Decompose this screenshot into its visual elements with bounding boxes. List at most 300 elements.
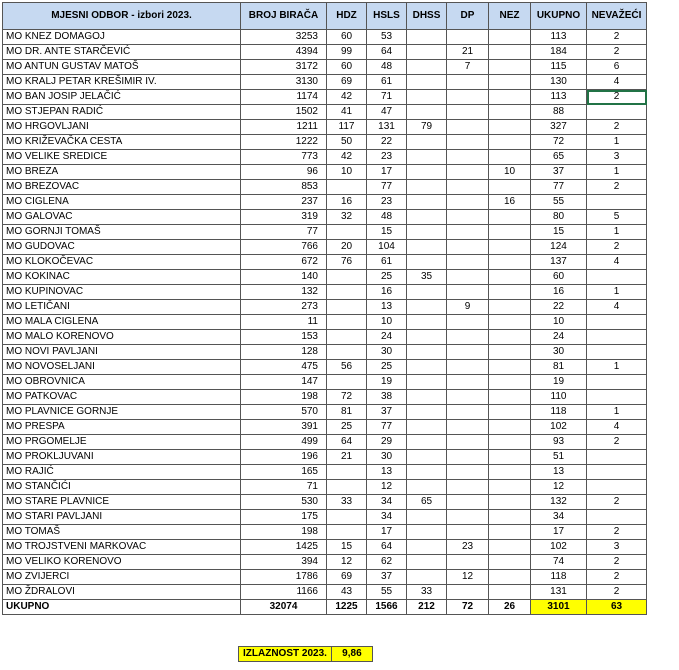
cell-nez[interactable] — [489, 285, 531, 300]
cell-hsls[interactable]: 53 — [367, 30, 407, 45]
cell-dp[interactable] — [447, 450, 489, 465]
cell-hdz[interactable]: 21 — [327, 450, 367, 465]
cell-nez[interactable] — [489, 360, 531, 375]
cell-biraci[interactable]: 77 — [241, 225, 327, 240]
cell-dp[interactable] — [447, 585, 489, 600]
cell-nevazeci[interactable]: 2 — [587, 570, 647, 585]
cell-dp[interactable]: 7 — [447, 60, 489, 75]
cell-dhss[interactable]: 65 — [407, 495, 447, 510]
cell-odbor[interactable]: MO HRGOVLJANI — [3, 120, 241, 135]
cell-hdz[interactable]: 99 — [327, 45, 367, 60]
cell-ukupno[interactable]: 131 — [531, 585, 587, 600]
cell-ukupno[interactable]: 93 — [531, 435, 587, 450]
cell-hsls[interactable]: 48 — [367, 210, 407, 225]
cell-hdz[interactable]: 64 — [327, 435, 367, 450]
cell-dhss[interactable] — [407, 390, 447, 405]
cell-dhss[interactable]: 79 — [407, 120, 447, 135]
cell-dhss[interactable] — [407, 285, 447, 300]
cell-hsls[interactable]: 61 — [367, 255, 407, 270]
cell-odbor[interactable]: MO RAJIĆ — [3, 465, 241, 480]
cell-ukupno[interactable]: 102 — [531, 420, 587, 435]
cell-ukupno[interactable]: 88 — [531, 105, 587, 120]
cell-biraci[interactable]: 196 — [241, 450, 327, 465]
total-biraci-cell[interactable]: 32074 — [241, 600, 327, 615]
cell-ukupno[interactable]: 16 — [531, 285, 587, 300]
cell-odbor[interactable]: MO NOVOSELJANI — [3, 360, 241, 375]
cell-nevazeci[interactable]: 1 — [587, 360, 647, 375]
cell-ukupno[interactable]: 55 — [531, 195, 587, 210]
cell-dp[interactable] — [447, 105, 489, 120]
cell-biraci[interactable]: 1211 — [241, 120, 327, 135]
header-cell-nevazeci[interactable]: NEVAŽEĆI — [587, 3, 647, 30]
cell-hsls[interactable]: 30 — [367, 345, 407, 360]
cell-hdz[interactable]: 81 — [327, 405, 367, 420]
cell-ukupno[interactable]: 22 — [531, 300, 587, 315]
cell-odbor[interactable]: MO ANTUN GUSTAV MATOŠ — [3, 60, 241, 75]
cell-dp[interactable] — [447, 375, 489, 390]
cell-odbor[interactable]: MO STARE PLAVNICE — [3, 495, 241, 510]
cell-dp[interactable] — [447, 330, 489, 345]
cell-nez[interactable] — [489, 435, 531, 450]
cell-ukupno[interactable]: 19 — [531, 375, 587, 390]
cell-nevazeci[interactable] — [587, 390, 647, 405]
cell-hdz[interactable]: 10 — [327, 165, 367, 180]
cell-odbor[interactable]: MO PLAVNICE GORNJE — [3, 405, 241, 420]
cell-hdz[interactable]: 42 — [327, 90, 367, 105]
cell-nevazeci[interactable] — [587, 375, 647, 390]
cell-odbor[interactable]: MO LETIČANI — [3, 300, 241, 315]
turnout-value-cell[interactable]: 9,86 — [331, 647, 372, 662]
cell-dhss[interactable] — [407, 90, 447, 105]
header-cell-hdz[interactable]: HDZ — [327, 3, 367, 30]
cell-odbor[interactable]: MO GALOVAC — [3, 210, 241, 225]
cell-hsls[interactable]: 55 — [367, 585, 407, 600]
cell-dp[interactable] — [447, 165, 489, 180]
cell-dp[interactable] — [447, 150, 489, 165]
cell-odbor[interactable]: MO PRGOMELJE — [3, 435, 241, 450]
cell-dp[interactable] — [447, 135, 489, 150]
cell-dhss[interactable]: 33 — [407, 585, 447, 600]
cell-odbor[interactable]: MO STARI PAVLJANI — [3, 510, 241, 525]
cell-nez[interactable] — [489, 240, 531, 255]
cell-dhss[interactable] — [407, 435, 447, 450]
cell-hdz[interactable]: 15 — [327, 540, 367, 555]
header-cell-ukupno[interactable]: UKUPNO — [531, 3, 587, 30]
cell-nez[interactable] — [489, 585, 531, 600]
cell-dhss[interactable] — [407, 30, 447, 45]
cell-hsls[interactable]: 47 — [367, 105, 407, 120]
cell-dp[interactable] — [447, 435, 489, 450]
cell-hdz[interactable]: 42 — [327, 150, 367, 165]
cell-dhss[interactable] — [407, 570, 447, 585]
cell-nevazeci[interactable]: 2 — [587, 240, 647, 255]
cell-ukupno[interactable]: 130 — [531, 75, 587, 90]
cell-hsls[interactable]: 13 — [367, 465, 407, 480]
cell-nevazeci[interactable]: 1 — [587, 165, 647, 180]
cell-nez[interactable] — [489, 390, 531, 405]
cell-odbor[interactable]: MO TOMAŠ — [3, 525, 241, 540]
cell-biraci[interactable]: 499 — [241, 435, 327, 450]
cell-hdz[interactable]: 33 — [327, 495, 367, 510]
cell-odbor[interactable]: MO NOVI PAVLJANI — [3, 345, 241, 360]
cell-dp[interactable] — [447, 525, 489, 540]
cell-hdz[interactable] — [327, 225, 367, 240]
cell-nez[interactable] — [489, 45, 531, 60]
cell-nevazeci[interactable]: 4 — [587, 255, 647, 270]
cell-hsls[interactable]: 23 — [367, 195, 407, 210]
cell-hsls[interactable]: 13 — [367, 300, 407, 315]
cell-hsls[interactable]: 17 — [367, 525, 407, 540]
cell-biraci[interactable]: 3172 — [241, 60, 327, 75]
cell-odbor[interactable]: MO BAN JOSIP JELAČIĆ — [3, 90, 241, 105]
cell-nevazeci[interactable]: 4 — [587, 300, 647, 315]
total-label-cell[interactable]: UKUPNO — [3, 600, 241, 615]
cell-nez[interactable] — [489, 120, 531, 135]
cell-nez[interactable] — [489, 420, 531, 435]
cell-odbor[interactable]: MO STJEPAN RADIĆ — [3, 105, 241, 120]
cell-ukupno[interactable]: 37 — [531, 165, 587, 180]
cell-hsls[interactable]: 77 — [367, 180, 407, 195]
cell-odbor[interactable]: MO GUDOVAC — [3, 240, 241, 255]
cell-nevazeci[interactable]: 3 — [587, 540, 647, 555]
cell-biraci[interactable]: 773 — [241, 150, 327, 165]
cell-dp[interactable] — [447, 75, 489, 90]
cell-odbor[interactable]: MO STANČIĆI — [3, 480, 241, 495]
cell-dhss[interactable] — [407, 210, 447, 225]
cell-ukupno[interactable]: 132 — [531, 495, 587, 510]
cell-hsls[interactable]: 24 — [367, 330, 407, 345]
total-dhss-cell[interactable]: 212 — [407, 600, 447, 615]
cell-hsls[interactable]: 22 — [367, 135, 407, 150]
cell-hdz[interactable]: 69 — [327, 75, 367, 90]
cell-biraci[interactable]: 1502 — [241, 105, 327, 120]
cell-nez[interactable] — [489, 135, 531, 150]
cell-dp[interactable] — [447, 360, 489, 375]
cell-biraci[interactable]: 1222 — [241, 135, 327, 150]
cell-nevazeci[interactable]: 1 — [587, 135, 647, 150]
cell-dhss[interactable] — [407, 195, 447, 210]
cell-dp[interactable] — [447, 225, 489, 240]
cell-nez[interactable] — [489, 270, 531, 285]
cell-biraci[interactable]: 153 — [241, 330, 327, 345]
cell-hsls[interactable]: 16 — [367, 285, 407, 300]
cell-biraci[interactable]: 475 — [241, 360, 327, 375]
cell-biraci[interactable]: 672 — [241, 255, 327, 270]
cell-odbor[interactable]: MO CIGLENA — [3, 195, 241, 210]
cell-biraci[interactable]: 1786 — [241, 570, 327, 585]
cell-hdz[interactable]: 25 — [327, 420, 367, 435]
total-nevazeci-cell[interactable]: 63 — [587, 600, 647, 615]
cell-dp[interactable] — [447, 120, 489, 135]
total-dp-cell[interactable]: 72 — [447, 600, 489, 615]
cell-hdz[interactable]: 20 — [327, 240, 367, 255]
cell-hsls[interactable]: 131 — [367, 120, 407, 135]
cell-ukupno[interactable]: 60 — [531, 270, 587, 285]
cell-nez[interactable]: 10 — [489, 165, 531, 180]
cell-nevazeci[interactable]: 4 — [587, 420, 647, 435]
cell-biraci[interactable]: 1174 — [241, 90, 327, 105]
header-cell-odbor[interactable]: MJESNI ODBOR - izbori 2023. — [3, 3, 241, 30]
cell-nez[interactable] — [489, 300, 531, 315]
cell-nevazeci[interactable]: 6 — [587, 60, 647, 75]
cell-biraci[interactable]: 3130 — [241, 75, 327, 90]
cell-ukupno[interactable]: 113 — [531, 30, 587, 45]
cell-nevazeci[interactable] — [587, 450, 647, 465]
cell-ukupno[interactable]: 184 — [531, 45, 587, 60]
cell-dhss[interactable] — [407, 300, 447, 315]
cell-odbor[interactable]: MO MALO KORENOVO — [3, 330, 241, 345]
cell-hdz[interactable]: 60 — [327, 30, 367, 45]
cell-ukupno[interactable]: 51 — [531, 450, 587, 465]
header-cell-hsls[interactable]: HSLS — [367, 3, 407, 30]
cell-biraci[interactable]: 391 — [241, 420, 327, 435]
cell-ukupno[interactable]: 118 — [531, 405, 587, 420]
cell-nez[interactable] — [489, 570, 531, 585]
cell-ukupno[interactable]: 80 — [531, 210, 587, 225]
cell-dp[interactable] — [447, 30, 489, 45]
cell-ukupno[interactable]: 34 — [531, 510, 587, 525]
cell-hsls[interactable]: 62 — [367, 555, 407, 570]
cell-nez[interactable] — [489, 510, 531, 525]
cell-dp[interactable] — [447, 255, 489, 270]
cell-nevazeci[interactable] — [587, 345, 647, 360]
cell-dp[interactable]: 12 — [447, 570, 489, 585]
cell-nez[interactable] — [489, 75, 531, 90]
cell-dhss[interactable] — [407, 465, 447, 480]
cell-hdz[interactable]: 117 — [327, 120, 367, 135]
cell-nez[interactable] — [489, 60, 531, 75]
cell-hdz[interactable]: 50 — [327, 135, 367, 150]
cell-hdz[interactable]: 60 — [327, 60, 367, 75]
cell-nevazeci[interactable] — [587, 510, 647, 525]
cell-hdz[interactable]: 41 — [327, 105, 367, 120]
cell-odbor[interactable]: MO ZVIJERCI — [3, 570, 241, 585]
cell-dhss[interactable] — [407, 105, 447, 120]
total-nez-cell[interactable]: 26 — [489, 600, 531, 615]
cell-nevazeci[interactable] — [587, 315, 647, 330]
cell-nevazeci[interactable] — [587, 330, 647, 345]
cell-nez[interactable] — [489, 180, 531, 195]
cell-dp[interactable] — [447, 420, 489, 435]
cell-dhss[interactable] — [407, 180, 447, 195]
cell-dhss[interactable] — [407, 135, 447, 150]
cell-odbor[interactable]: MO KOKINAC — [3, 270, 241, 285]
cell-dhss[interactable] — [407, 405, 447, 420]
cell-biraci[interactable]: 1166 — [241, 585, 327, 600]
cell-nevazeci[interactable]: 2 — [587, 495, 647, 510]
cell-nez[interactable]: 16 — [489, 195, 531, 210]
cell-nez[interactable] — [489, 405, 531, 420]
cell-nez[interactable] — [489, 225, 531, 240]
cell-odbor[interactable]: MO DR. ANTE STARČEVIĆ — [3, 45, 241, 60]
cell-dp[interactable] — [447, 240, 489, 255]
cell-hdz[interactable]: 69 — [327, 570, 367, 585]
cell-ukupno[interactable]: 12 — [531, 480, 587, 495]
cell-dhss[interactable] — [407, 345, 447, 360]
cell-nez[interactable] — [489, 330, 531, 345]
cell-nez[interactable] — [489, 90, 531, 105]
cell-hdz[interactable] — [327, 180, 367, 195]
cell-ukupno[interactable]: 15 — [531, 225, 587, 240]
cell-dp[interactable] — [447, 285, 489, 300]
cell-biraci[interactable]: 11 — [241, 315, 327, 330]
cell-odbor[interactable]: MO BREZOVAC — [3, 180, 241, 195]
cell-dp[interactable] — [447, 270, 489, 285]
cell-nevazeci[interactable]: 1 — [587, 405, 647, 420]
cell-ukupno[interactable]: 118 — [531, 570, 587, 585]
cell-hsls[interactable]: 12 — [367, 480, 407, 495]
cell-hdz[interactable] — [327, 300, 367, 315]
cell-ukupno[interactable]: 17 — [531, 525, 587, 540]
cell-ukupno[interactable]: 81 — [531, 360, 587, 375]
cell-dhss[interactable] — [407, 510, 447, 525]
cell-odbor[interactable]: MO PATKOVAC — [3, 390, 241, 405]
cell-hsls[interactable]: 34 — [367, 495, 407, 510]
cell-nez[interactable] — [489, 480, 531, 495]
cell-odbor[interactable]: MO PROKLJUVANI — [3, 450, 241, 465]
cell-biraci[interactable]: 237 — [241, 195, 327, 210]
header-cell-nez[interactable]: NEZ — [489, 3, 531, 30]
cell-ukupno[interactable]: 30 — [531, 345, 587, 360]
cell-dhss[interactable] — [407, 330, 447, 345]
cell-nevazeci[interactable]: 2 — [587, 585, 647, 600]
cell-hsls[interactable]: 25 — [367, 270, 407, 285]
cell-dp[interactable]: 9 — [447, 300, 489, 315]
cell-odbor[interactable]: MO KNEZ DOMAGOJ — [3, 30, 241, 45]
cell-hsls[interactable]: 37 — [367, 405, 407, 420]
cell-odbor[interactable]: MO PRESPA — [3, 420, 241, 435]
cell-hdz[interactable]: 43 — [327, 585, 367, 600]
cell-hdz[interactable]: 76 — [327, 255, 367, 270]
total-hdz-cell[interactable]: 1225 — [327, 600, 367, 615]
cell-hdz[interactable]: 56 — [327, 360, 367, 375]
cell-nez[interactable] — [489, 210, 531, 225]
cell-nevazeci[interactable]: 5 — [587, 210, 647, 225]
cell-ukupno[interactable]: 10 — [531, 315, 587, 330]
cell-biraci[interactable]: 570 — [241, 405, 327, 420]
cell-nez[interactable] — [489, 255, 531, 270]
cell-nez[interactable] — [489, 345, 531, 360]
cell-biraci[interactable]: 853 — [241, 180, 327, 195]
cell-dp[interactable]: 21 — [447, 45, 489, 60]
cell-nez[interactable] — [489, 525, 531, 540]
turnout-label-cell[interactable]: IZLAZNOST 2023. — [239, 647, 332, 662]
cell-dhss[interactable] — [407, 480, 447, 495]
cell-dhss[interactable] — [407, 150, 447, 165]
cell-hdz[interactable] — [327, 270, 367, 285]
cell-biraci[interactable]: 766 — [241, 240, 327, 255]
cell-ukupno[interactable]: 102 — [531, 540, 587, 555]
cell-nez[interactable] — [489, 555, 531, 570]
cell-hdz[interactable] — [327, 315, 367, 330]
cell-ukupno[interactable]: 65 — [531, 150, 587, 165]
cell-hdz[interactable] — [327, 375, 367, 390]
cell-dp[interactable] — [447, 405, 489, 420]
cell-biraci[interactable]: 4394 — [241, 45, 327, 60]
cell-dp[interactable] — [447, 315, 489, 330]
cell-hsls[interactable]: 34 — [367, 510, 407, 525]
cell-hsls[interactable]: 37 — [367, 570, 407, 585]
cell-biraci[interactable]: 1425 — [241, 540, 327, 555]
cell-biraci[interactable]: 273 — [241, 300, 327, 315]
cell-nevazeci[interactable]: 3 — [587, 150, 647, 165]
cell-nez[interactable] — [489, 30, 531, 45]
cell-dhss[interactable] — [407, 525, 447, 540]
cell-hsls[interactable]: 77 — [367, 420, 407, 435]
cell-nevazeci[interactable]: 2 — [587, 30, 647, 45]
cell-nevazeci[interactable] — [587, 480, 647, 495]
cell-ukupno[interactable]: 24 — [531, 330, 587, 345]
header-cell-dp[interactable]: DP — [447, 3, 489, 30]
cell-dp[interactable] — [447, 495, 489, 510]
cell-hdz[interactable] — [327, 345, 367, 360]
cell-dhss[interactable] — [407, 315, 447, 330]
cell-odbor[interactable]: MO GORNJI TOMAŠ — [3, 225, 241, 240]
cell-hsls[interactable]: 23 — [367, 150, 407, 165]
cell-biraci[interactable]: 3253 — [241, 30, 327, 45]
cell-biraci[interactable]: 165 — [241, 465, 327, 480]
cell-odbor[interactable]: MO BREZA — [3, 165, 241, 180]
cell-odbor[interactable]: MO OBROVNICA — [3, 375, 241, 390]
cell-hsls[interactable]: 15 — [367, 225, 407, 240]
cell-nevazeci[interactable] — [587, 195, 647, 210]
cell-ukupno[interactable]: 72 — [531, 135, 587, 150]
cell-odbor[interactable]: MO MALA CIGLENA — [3, 315, 241, 330]
cell-dp[interactable] — [447, 345, 489, 360]
cell-hsls[interactable]: 64 — [367, 540, 407, 555]
cell-dp[interactable] — [447, 390, 489, 405]
cell-hdz[interactable] — [327, 510, 367, 525]
cell-biraci[interactable]: 147 — [241, 375, 327, 390]
cell-dhss[interactable] — [407, 255, 447, 270]
cell-nez[interactable] — [489, 465, 531, 480]
cell-nevazeci[interactable]: 2 — [587, 45, 647, 60]
cell-dp[interactable] — [447, 180, 489, 195]
cell-dhss[interactable]: 35 — [407, 270, 447, 285]
cell-nevazeci[interactable] — [587, 465, 647, 480]
cell-dhss[interactable] — [407, 75, 447, 90]
cell-ukupno[interactable]: 115 — [531, 60, 587, 75]
cell-ukupno[interactable]: 74 — [531, 555, 587, 570]
cell-nevazeci[interactable]: 1 — [587, 225, 647, 240]
cell-dp[interactable] — [447, 210, 489, 225]
cell-odbor[interactable]: MO ŽDRALOVI — [3, 585, 241, 600]
cell-odbor[interactable]: MO KUPINOVAC — [3, 285, 241, 300]
cell-hsls[interactable]: 104 — [367, 240, 407, 255]
cell-dhss[interactable] — [407, 555, 447, 570]
cell-dhss[interactable] — [407, 375, 447, 390]
cell-nevazeci[interactable]: 2 — [587, 180, 647, 195]
cell-ukupno[interactable]: 327 — [531, 120, 587, 135]
cell-nevazeci[interactable]: 1 — [587, 285, 647, 300]
cell-nez[interactable] — [489, 150, 531, 165]
cell-dhss[interactable] — [407, 60, 447, 75]
cell-hsls[interactable]: 29 — [367, 435, 407, 450]
cell-biraci[interactable]: 132 — [241, 285, 327, 300]
cell-nevazeci[interactable]: 2 — [587, 525, 647, 540]
cell-biraci[interactable]: 96 — [241, 165, 327, 180]
cell-nez[interactable] — [489, 450, 531, 465]
cell-dp[interactable] — [447, 195, 489, 210]
cell-hdz[interactable] — [327, 480, 367, 495]
cell-biraci[interactable]: 319 — [241, 210, 327, 225]
cell-dhss[interactable] — [407, 450, 447, 465]
cell-ukupno[interactable]: 124 — [531, 240, 587, 255]
cell-dhss[interactable] — [407, 540, 447, 555]
cell-nevazeci[interactable]: 2 — [587, 555, 647, 570]
header-cell-biraci[interactable]: BROJ BIRAČA — [241, 3, 327, 30]
cell-odbor[interactable]: MO VELIKO KORENOVO — [3, 555, 241, 570]
